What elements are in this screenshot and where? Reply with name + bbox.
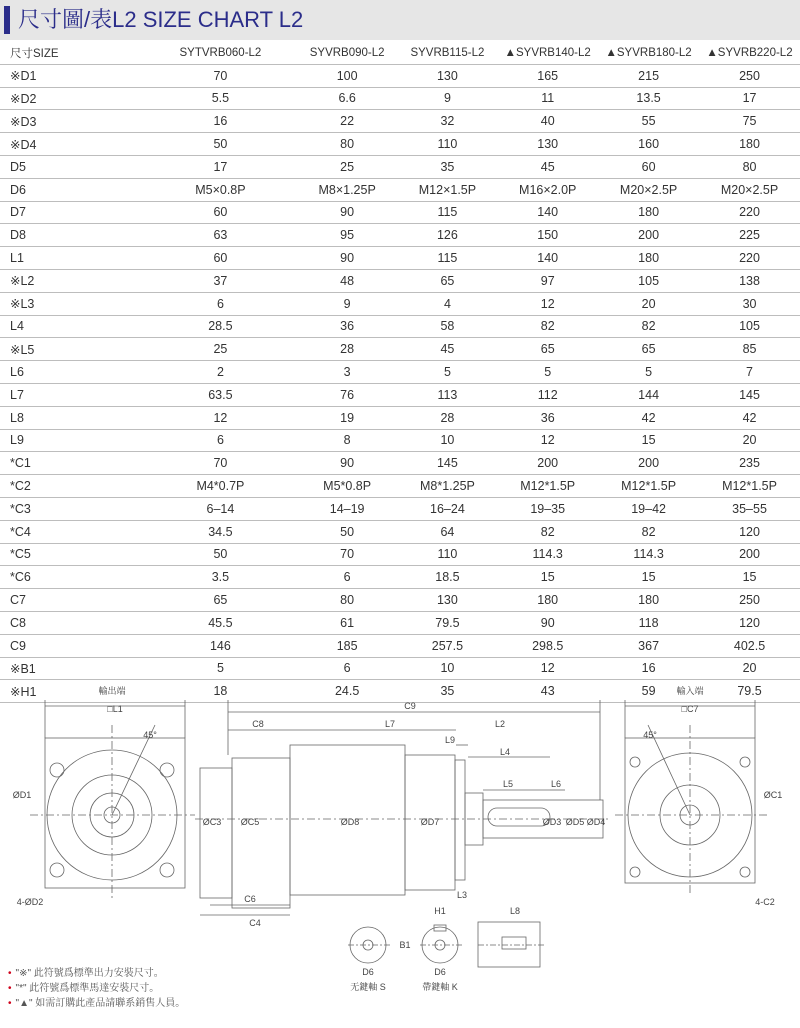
footnote-text: 此符號爲標準出力安裝尺寸。 xyxy=(33,968,164,979)
table-cell: 115 xyxy=(398,247,498,270)
table-cell: 80 xyxy=(699,155,800,178)
row-label: ※H1 xyxy=(0,680,144,703)
footnote xyxy=(8,996,408,1011)
table-cell: M12×1.5P xyxy=(398,178,498,201)
column-header: SYVRB115-L2 xyxy=(398,42,498,64)
table-cell: 2 xyxy=(144,361,297,384)
table-cell: 150 xyxy=(497,224,598,247)
dim-label: □C7 xyxy=(681,704,699,714)
row-label: D5 xyxy=(0,155,144,178)
table-cell: 30 xyxy=(699,292,800,315)
table-cell: 60 xyxy=(144,201,297,224)
table-cell: 5 xyxy=(497,361,598,384)
table-cell: M8×1.25P xyxy=(297,178,398,201)
size-chart-table xyxy=(0,42,800,703)
table-cell: 140 xyxy=(497,201,598,224)
table-cell: 16–24 xyxy=(398,497,498,520)
table-cell: 3 xyxy=(297,361,398,384)
table-cell: 298.5 xyxy=(497,634,598,657)
table-row xyxy=(0,657,800,680)
table-cell: 19–35 xyxy=(497,497,598,520)
table-cell: 90 xyxy=(297,201,398,224)
dim-label: 4-ØD2 xyxy=(16,897,44,907)
table-cell: 180 xyxy=(699,133,800,156)
table-cell: 50 xyxy=(144,133,297,156)
table-row xyxy=(0,338,800,361)
column-header: ▲SYVRB180-L2 xyxy=(598,42,699,64)
table-cell: 90 xyxy=(297,452,398,475)
footnote-text: 此符號爲標準馬達安裝尺寸。 xyxy=(29,983,160,994)
table-cell: 25 xyxy=(297,155,398,178)
output-flange-outline xyxy=(45,738,185,888)
table-cell: 45 xyxy=(497,155,598,178)
table-row xyxy=(0,178,800,201)
table-row xyxy=(0,589,800,612)
shaft-k-label: 帶鍵軸 K xyxy=(422,982,458,992)
table-cell: 22 xyxy=(297,110,398,133)
table-row xyxy=(0,566,800,589)
table-cell: 43 xyxy=(497,680,598,703)
table-row xyxy=(0,64,800,87)
table-cell: 120 xyxy=(699,611,800,634)
dim-label: ØD4 xyxy=(586,817,606,827)
table-cell: 12 xyxy=(497,657,598,680)
row-label: ※D4 xyxy=(0,133,144,156)
table-cell: 130 xyxy=(497,133,598,156)
table-cell: 95 xyxy=(297,224,398,247)
table-cell: 9 xyxy=(398,87,498,110)
dim-label: C9 xyxy=(404,701,416,711)
dim-label: □L1 xyxy=(107,704,123,714)
input-end-label: 輸入端 xyxy=(676,686,704,696)
table-cell: 15 xyxy=(598,566,699,589)
table-cell: 65 xyxy=(497,338,598,361)
table-cell: 9 xyxy=(297,292,398,315)
table-cell: 25 xyxy=(144,338,297,361)
table-cell: 16 xyxy=(598,657,699,680)
row-label: D8 xyxy=(0,224,144,247)
row-label: ※D3 xyxy=(0,110,144,133)
dim-label: ØD8 xyxy=(340,817,360,827)
row-label: D7 xyxy=(0,201,144,224)
table-cell: 215 xyxy=(598,64,699,87)
table-row xyxy=(0,269,800,292)
table-cell: 70 xyxy=(297,543,398,566)
table-cell: 130 xyxy=(398,64,498,87)
row-label: *C4 xyxy=(0,520,144,543)
table-cell: 82 xyxy=(598,315,699,338)
table-header-row xyxy=(0,42,800,64)
dim-label: 4-C2 xyxy=(755,897,775,907)
table-cell: 185 xyxy=(297,634,398,657)
table-cell: 140 xyxy=(497,247,598,270)
row-label: L8 xyxy=(0,406,144,429)
table-cell: 17 xyxy=(144,155,297,178)
table-cell: 28 xyxy=(297,338,398,361)
table-cell: 16 xyxy=(144,110,297,133)
table-cell: 138 xyxy=(699,269,800,292)
table-cell: M5*0.8P xyxy=(297,475,398,498)
table-cell: 6 xyxy=(144,292,297,315)
table-cell: 14–19 xyxy=(297,497,398,520)
table-row xyxy=(0,520,800,543)
row-label: ※B1 xyxy=(0,657,144,680)
column-header: ▲SYVRB140-L2 xyxy=(497,42,598,64)
table-cell: 36 xyxy=(497,406,598,429)
table-cell: 235 xyxy=(699,452,800,475)
column-header: ▲SYVRB220-L2 xyxy=(699,42,800,64)
dim-label: ØD3 xyxy=(542,817,562,827)
row-label: *C2 xyxy=(0,475,144,498)
table-cell: 35 xyxy=(398,155,498,178)
table-row xyxy=(0,475,800,498)
bullet-icon: • xyxy=(8,983,12,994)
row-label: L7 xyxy=(0,383,144,406)
row-label: ※D2 xyxy=(0,87,144,110)
table-row xyxy=(0,611,800,634)
table-row xyxy=(0,247,800,270)
table-cell: 60 xyxy=(144,247,297,270)
table-cell: 55 xyxy=(598,110,699,133)
row-label: L1 xyxy=(0,247,144,270)
table-cell: 5 xyxy=(598,361,699,384)
table-cell: 4 xyxy=(398,292,498,315)
row-label: L9 xyxy=(0,429,144,452)
table-cell: 20 xyxy=(598,292,699,315)
table-cell: 40 xyxy=(497,110,598,133)
table-cell: 105 xyxy=(598,269,699,292)
table-cell: 110 xyxy=(398,133,498,156)
dim-label: ØD5 xyxy=(565,817,585,827)
table-cell: 82 xyxy=(497,315,598,338)
row-label: D6 xyxy=(0,178,144,201)
table-cell: 250 xyxy=(699,64,800,87)
table-cell: 10 xyxy=(398,429,498,452)
table-cell: 32 xyxy=(398,110,498,133)
dim-label: C4 xyxy=(249,918,261,928)
table-cell: 112 xyxy=(497,383,598,406)
table-cell: 250 xyxy=(699,589,800,612)
table-cell: 3.5 xyxy=(144,566,297,589)
table-cell: 118 xyxy=(598,611,699,634)
table-cell: 180 xyxy=(497,589,598,612)
table-cell: 60 xyxy=(598,155,699,178)
dim-label: C6 xyxy=(244,894,256,904)
dim-label: ØD7 xyxy=(420,817,440,827)
table-cell: 15 xyxy=(699,566,800,589)
output-end-label: 輸出端 xyxy=(98,686,126,696)
table-cell: 58 xyxy=(398,315,498,338)
table-row xyxy=(0,361,800,384)
table-cell: 45.5 xyxy=(144,611,297,634)
dim-label: L8 xyxy=(509,906,521,916)
table-cell: 105 xyxy=(699,315,800,338)
table-cell: 50 xyxy=(144,543,297,566)
table-row xyxy=(0,497,800,520)
table-cell: 20 xyxy=(699,657,800,680)
row-label: C8 xyxy=(0,611,144,634)
table-cell: 225 xyxy=(699,224,800,247)
table-cell: 114.3 xyxy=(598,543,699,566)
table-cell: 180 xyxy=(598,589,699,612)
table-cell: 115 xyxy=(398,201,498,224)
row-label: C7 xyxy=(0,589,144,612)
table-cell: 17 xyxy=(699,87,800,110)
dim-label: ØC1 xyxy=(763,790,783,800)
table-cell: 114.3 xyxy=(497,543,598,566)
shaft-s-label: 无鍵軸 S xyxy=(350,982,386,992)
table-cell: 18 xyxy=(144,680,297,703)
table-cell: 200 xyxy=(598,224,699,247)
table-cell: 12 xyxy=(144,406,297,429)
table-cell: 64 xyxy=(398,520,498,543)
table-cell: 160 xyxy=(598,133,699,156)
page-title: 尺寸圖/表L2 SIZE CHART L2 xyxy=(18,7,304,32)
row-label: ※D1 xyxy=(0,64,144,87)
table-cell: 45 xyxy=(398,338,498,361)
table-cell: 180 xyxy=(598,247,699,270)
row-label: *C5 xyxy=(0,543,144,566)
table-cell: M12*1.5P xyxy=(598,475,699,498)
table-row xyxy=(0,224,800,247)
table-row xyxy=(0,634,800,657)
table-cell: 28.5 xyxy=(144,315,297,338)
dim-label: H1 xyxy=(434,906,446,916)
dim-label: ØD1 xyxy=(12,790,32,800)
table-row xyxy=(0,452,800,475)
table-cell: 100 xyxy=(297,64,398,87)
table-cell: 145 xyxy=(699,383,800,406)
table-row xyxy=(0,155,800,178)
table-row xyxy=(0,292,800,315)
table-cell: 7 xyxy=(699,361,800,384)
row-label: ※L3 xyxy=(0,292,144,315)
table-cell: 126 xyxy=(398,224,498,247)
table-cell: 220 xyxy=(699,201,800,224)
table-cell: 35 xyxy=(398,680,498,703)
footnote-mark: "▲" xyxy=(15,998,33,1009)
row-label: L6 xyxy=(0,361,144,384)
table-row xyxy=(0,201,800,224)
table-cell: 70 xyxy=(144,64,297,87)
table-cell: 130 xyxy=(398,589,498,612)
table-cell: 6.6 xyxy=(297,87,398,110)
row-label: ※L2 xyxy=(0,269,144,292)
table-cell: 18.5 xyxy=(398,566,498,589)
table-cell: 79.5 xyxy=(699,680,800,703)
table-cell: M20×2.5P xyxy=(699,178,800,201)
table-cell: 11 xyxy=(497,87,598,110)
table-cell: 24.5 xyxy=(297,680,398,703)
dim-label: D6 xyxy=(434,967,446,977)
table-cell: 70 xyxy=(144,452,297,475)
table-cell: 15 xyxy=(497,566,598,589)
table-cell: 402.5 xyxy=(699,634,800,657)
table-cell: 6–14 xyxy=(144,497,297,520)
table-cell: 12 xyxy=(497,292,598,315)
table-cell: 120 xyxy=(699,520,800,543)
table-cell: 15 xyxy=(598,429,699,452)
table-cell: 5 xyxy=(144,657,297,680)
row-label: C9 xyxy=(0,634,144,657)
dim-label: 45° xyxy=(643,730,657,740)
dim-label: L2 xyxy=(494,719,506,729)
table-cell: M5×0.8P xyxy=(144,178,297,201)
row-label: *C6 xyxy=(0,566,144,589)
table-cell: M16×2.0P xyxy=(497,178,598,201)
table-cell: 82 xyxy=(598,520,699,543)
table-cell: M12*1.5P xyxy=(699,475,800,498)
table-cell: 90 xyxy=(497,611,598,634)
table-cell: 113 xyxy=(398,383,498,406)
table-cell: M8*1.25P xyxy=(398,475,498,498)
table-cell: 80 xyxy=(297,133,398,156)
table-cell: 6 xyxy=(297,657,398,680)
row-label: L4 xyxy=(0,315,144,338)
table-cell: 5 xyxy=(398,361,498,384)
dim-label: D6 xyxy=(362,967,374,977)
dim-label: L9 xyxy=(444,735,456,745)
table-cell: 5.5 xyxy=(144,87,297,110)
table-cell: 42 xyxy=(699,406,800,429)
footnote-text: 如需訂購此產品請聯系銷售人員。 xyxy=(35,998,186,1009)
table-cell: 257.5 xyxy=(398,634,498,657)
table-row xyxy=(0,110,800,133)
footnote-mark: "*" xyxy=(15,983,27,994)
table-row xyxy=(0,315,800,338)
row-label: *C1 xyxy=(0,452,144,475)
bullet-icon: • xyxy=(8,968,12,979)
table-cell: 19–42 xyxy=(598,497,699,520)
table-cell: 6 xyxy=(144,429,297,452)
table-cell: 90 xyxy=(297,247,398,270)
table-cell: 65 xyxy=(144,589,297,612)
table-row xyxy=(0,429,800,452)
table-cell: 145 xyxy=(398,452,498,475)
footnote xyxy=(8,966,408,981)
table-cell: 65 xyxy=(398,269,498,292)
table-cell: M12*1.5P xyxy=(497,475,598,498)
table-cell: 28 xyxy=(398,406,498,429)
table-cell: 97 xyxy=(497,269,598,292)
dim-label: C8 xyxy=(252,719,264,729)
column-header: 尺寸SIZE xyxy=(0,42,144,64)
table-cell: 6 xyxy=(297,566,398,589)
table-row xyxy=(0,543,800,566)
row-label: *C3 xyxy=(0,497,144,520)
table-row xyxy=(0,87,800,110)
table-cell: 35–55 xyxy=(699,497,800,520)
table-cell: 110 xyxy=(398,543,498,566)
table-cell: 34.5 xyxy=(144,520,297,543)
dim-label: 45° xyxy=(143,730,157,740)
dim-label: B1 xyxy=(399,940,411,950)
table-cell: 75 xyxy=(699,110,800,133)
footnote xyxy=(8,981,408,996)
dim-label: L3 xyxy=(456,890,468,900)
dim-label: ØC3 xyxy=(202,817,222,827)
table-cell: 220 xyxy=(699,247,800,270)
dim-label: L4 xyxy=(499,747,511,757)
table-cell: 144 xyxy=(598,383,699,406)
table-cell: 146 xyxy=(144,634,297,657)
dim-label: ØC5 xyxy=(240,817,260,827)
row-label: ※L5 xyxy=(0,338,144,361)
footnotes xyxy=(8,966,408,1011)
table-cell: 8 xyxy=(297,429,398,452)
table-row xyxy=(0,133,800,156)
table-cell: 61 xyxy=(297,611,398,634)
table-cell: 200 xyxy=(699,543,800,566)
table-cell: 20 xyxy=(699,429,800,452)
table-cell: 63.5 xyxy=(144,383,297,406)
table-cell: 13.5 xyxy=(598,87,699,110)
dim-label: L6 xyxy=(550,779,562,789)
table-cell: 12 xyxy=(497,429,598,452)
bullet-icon: • xyxy=(8,998,12,1009)
title-accent-bar xyxy=(4,6,10,34)
title-banner xyxy=(0,0,800,40)
table-cell: 180 xyxy=(598,201,699,224)
table-cell: 50 xyxy=(297,520,398,543)
table-cell: 36 xyxy=(297,315,398,338)
table-row xyxy=(0,383,800,406)
column-header: SYVRB090-L2 xyxy=(297,42,398,64)
table-cell: M20×2.5P xyxy=(598,178,699,201)
column-header: SYTVRB060-L2 xyxy=(144,42,297,64)
table-cell: 10 xyxy=(398,657,498,680)
table-cell: 200 xyxy=(598,452,699,475)
dim-label: L7 xyxy=(384,719,396,729)
table-cell: 59 xyxy=(598,680,699,703)
table-cell: 37 xyxy=(144,269,297,292)
table-cell: 76 xyxy=(297,383,398,406)
table-cell: 200 xyxy=(497,452,598,475)
table-cell: 367 xyxy=(598,634,699,657)
table-cell: M4*0.7P xyxy=(144,475,297,498)
table-cell: 19 xyxy=(297,406,398,429)
table-cell: 63 xyxy=(144,224,297,247)
table-cell: 42 xyxy=(598,406,699,429)
table-cell: 80 xyxy=(297,589,398,612)
table-cell: 85 xyxy=(699,338,800,361)
table-cell: 82 xyxy=(497,520,598,543)
dim-label: L5 xyxy=(502,779,514,789)
table-cell: 65 xyxy=(598,338,699,361)
table-cell: 48 xyxy=(297,269,398,292)
table-cell: 165 xyxy=(497,64,598,87)
table-cell: 79.5 xyxy=(398,611,498,634)
footnote-mark: "※" xyxy=(15,968,31,979)
table-row xyxy=(0,406,800,429)
